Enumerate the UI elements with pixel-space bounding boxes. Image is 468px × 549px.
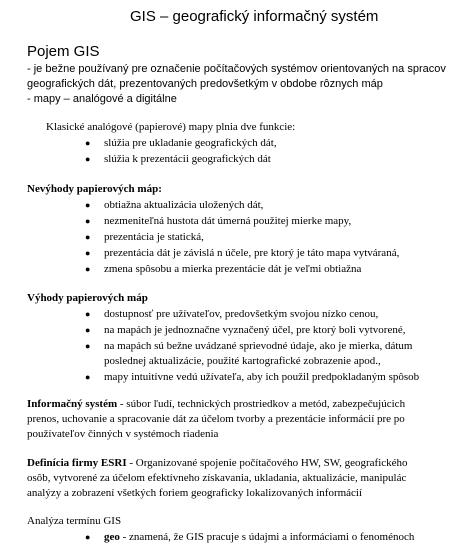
disadvantage-item: zmena spôsobu a mierka prezentácie dát je veľmi obtiažna (104, 263, 362, 275)
section-heading-pojem: Pojem GIS (27, 43, 100, 60)
disadvantages-heading: Nevýhody papierových máp: (27, 183, 162, 195)
analog-item: slúžia k prezentácii geografických dát (104, 153, 271, 165)
bullet-icon: ● (85, 232, 91, 242)
bullet-icon: ● (85, 372, 91, 382)
bullet-icon: ● (85, 154, 91, 164)
bullet-icon: ● (85, 309, 91, 319)
disadvantage-item: nezmeniteľná hustota dát úmerná použitej mierke mapy, (104, 215, 352, 227)
esri-definition-line-3: analýzy a zobrazení všetkých foriem geograficky lokalizovaných informácií (27, 487, 363, 499)
esri-definition-line-2: osôb, vytvorené za účelom efektívneho získavania, ukladania, aktualizácie, manipulác (27, 472, 407, 484)
analysis-heading: Analýza termínu GIS (27, 515, 122, 527)
analysis-item: geo - znamená, že GIS pracuje s údajmi a informáciami o fenoménoch (104, 531, 415, 543)
pojem-line-2: geografických dát, prezentovaných predovšetkým v obdobe rôznych máp (27, 78, 383, 90)
disadvantage-item: obtiažna aktualizácia uložených dát, (104, 199, 264, 211)
advantage-item: mapy intuitívne vedú užívateľa, aby ich použil predpokladaným spôsob (104, 371, 420, 383)
pojem-line-1: - je bežne používaný pre označenie počítačových systémov orientovaných na spracov (27, 63, 446, 75)
esri-definition-line-1: Definícia firmy ESRI - Organizované spojenie počítačového HW, SW, geografického (27, 457, 408, 469)
bullet-icon: ● (85, 138, 91, 148)
bullet-icon: ● (85, 532, 91, 542)
bullet-icon: ● (85, 216, 91, 226)
advantages-heading: Výhody papierových máp (27, 292, 148, 304)
bullet-icon: ● (85, 325, 91, 335)
is-definition-line-2: prenos, uchovanie a spracovanie dát za účelom tvorby a prezentácie informácií pre po (27, 413, 405, 425)
document-title: GIS – geografický informačný systém (130, 8, 379, 25)
analog-item: slúžia pre ukladanie geografických dát, (104, 137, 277, 149)
is-definition-line-1: Informačný systém - súbor ľudí, technických prostriedkov a metód, zabezpečujúcich (27, 398, 406, 410)
disadvantage-item: prezentácia dát je závislá n účele, pre ktorý je táto mapa vytváraná, (104, 247, 400, 259)
is-definition-line-3: používateľov činných v systémoch riadenia (27, 428, 219, 440)
advantage-item-continuation: poslednej aktualizácie, použité kartografické zobrazenie apod., (104, 355, 381, 367)
bullet-icon: ● (85, 248, 91, 258)
bullet-icon: ● (85, 264, 91, 274)
disadvantage-item: prezentácia je statická, (104, 231, 204, 243)
bullet-icon: ● (85, 341, 91, 351)
advantage-item: na mapách je jednoznačne vyznačený účel, pre ktorý boli vytvorené, (104, 324, 406, 336)
bullet-icon: ● (85, 200, 91, 210)
advantage-item: dostupnosť pre užívateľov, predovšetkým svojou nízko cenou, (104, 308, 379, 320)
advantage-item: na mapách sú bežne uvádzané sprievodné údaje, ako je mierka, dátum (104, 340, 413, 352)
pojem-line-3: - mapy – analógové a digitálne (27, 93, 177, 105)
analog-intro: Klasické analógové (papierové) mapy plnia dve funkcie: (46, 121, 296, 133)
